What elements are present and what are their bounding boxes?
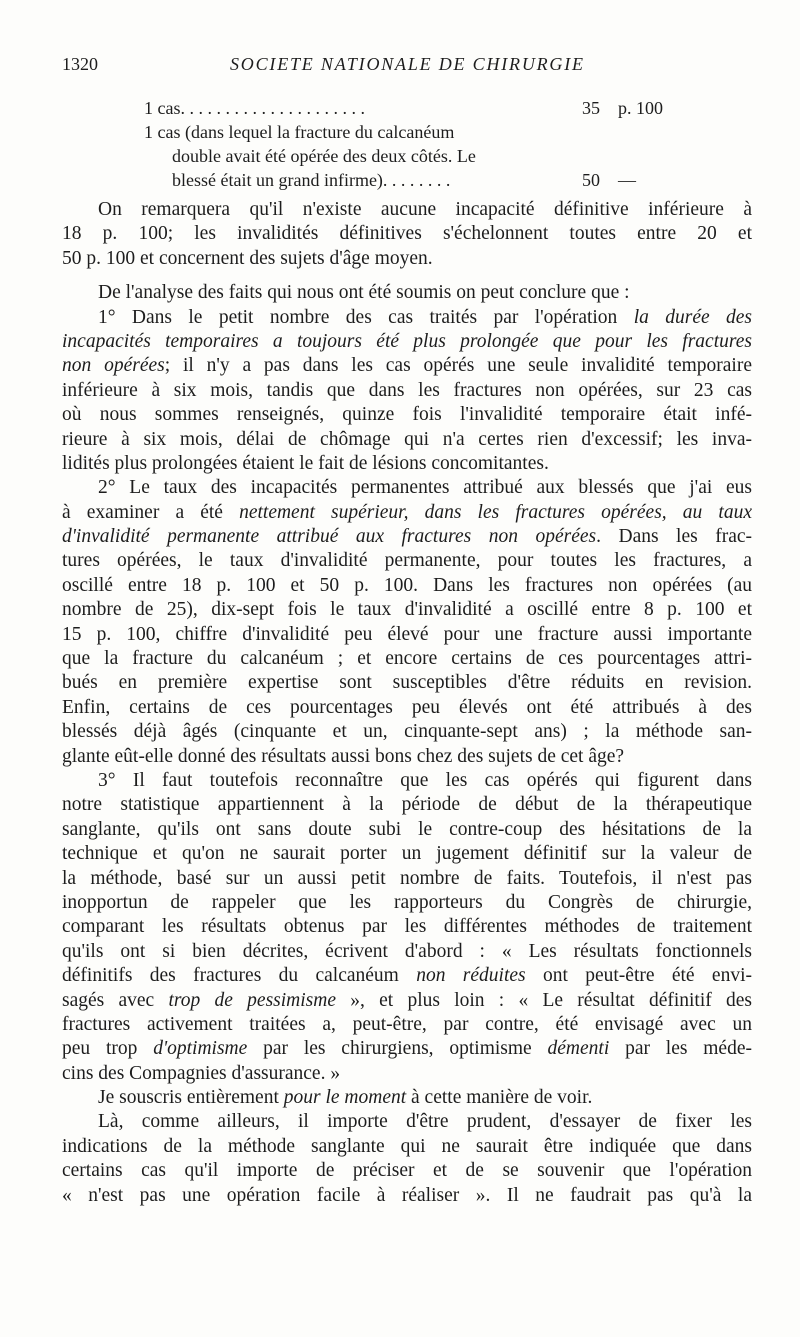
text-line: inférieure à six mois, tandis que dans les fractures non opérées, sur 23 cas: [62, 379, 752, 401]
case-list: [144, 96, 684, 192]
text-line: sagés avec trop de pessimisme », et plus loin : « Le résultat définitif des: [62, 989, 753, 1011]
text-line: oscillé entre 18 p. 100 et 50 p. 100. Dans les fractures non opérées (au: [62, 574, 752, 596]
case-text: blessé était un grand infirme). . . . . . . .: [172, 170, 451, 190]
emphasis: la durée des: [633, 306, 752, 328]
text-line: nombre de 25), dix-sept fois le taux d'invalidité a oscillé entre 8 p. 100 et: [62, 599, 752, 621]
emphasis: d'optimisme: [153, 1038, 248, 1060]
text-line: qu'ils ont si bien décrites, écrivent d'abord : « Les résultats fonctionnels: [62, 940, 752, 962]
case-row: [144, 168, 684, 192]
text-line: [62, 330, 752, 354]
text-line: peu trop d'optimisme par les chirurgiens, optimisme démenti par les méde-: [62, 1038, 752, 1060]
text-line: définitifs des fractures du calcanéum non réduites ont peut-être été envi-: [62, 965, 752, 987]
text-line: sanglante, qu'ils ont sans doute subi le contre-coup des hésitations de la: [62, 818, 752, 840]
page-number: 1320: [62, 54, 98, 74]
page-header: [62, 54, 752, 78]
text-line: On remarquera qu'il n'existe aucune incapacité définitive inférieure à: [98, 199, 752, 220]
text-line: 3° Il faut toutefois reconnaître que les cas opérés qui figurent dans: [98, 769, 752, 791]
text-line: que la fracture du calcanéum ; et encore certains de ces pourcentages attri-: [62, 648, 752, 670]
text-line: De l'analyse des faits qui nous ont été soumis on peut conclure que :: [98, 282, 630, 304]
emphasis: non opérées: [62, 355, 165, 377]
text-line: notre statistique appartiennent à la période de début de la thérapeutique: [62, 794, 752, 816]
text-line: 18 p. 100; les invalidités définitives s'échelonnent toutes entre 20 et: [62, 223, 752, 245]
text-line: indications de la méthode sanglante qui ne saurait être indiquée que dans: [62, 1135, 752, 1157]
text-line: Enfin, certains de ces pourcentages peu élevés ont été attribués à des: [62, 696, 752, 718]
emphasis: démenti: [547, 1038, 610, 1060]
emphasis: trop de pessimisme: [168, 989, 336, 1011]
text-line: non opérées; il n'y a pas dans les cas opérés une seule invalidité temporaire: [62, 355, 752, 377]
text-line: technique et qu'on ne saurait porter un jugement définitif sur la valeur de: [62, 843, 752, 865]
text-line: Je souscris entièrement pour le moment à cette manière de voir.: [98, 1087, 593, 1109]
text-line: blessés déjà âgés (cinquante et un, cinquante-sept ans) ; la méthode san-: [62, 721, 752, 743]
emphasis: non réduites: [416, 965, 526, 987]
body-text: [62, 198, 752, 1208]
case-unit: p. 100: [618, 98, 663, 118]
text-line: la méthode, basé sur un aussi petit nombre de faits. Toutefois, il n'est pas: [62, 867, 752, 889]
text-line: où nous sommes renseignés, quinze fois l'invalidité temporaire était infé-: [62, 404, 752, 426]
text-line: certains cas qu'il importe de préciser et de se souvenir que l'opération: [62, 1160, 752, 1182]
text-line: bués en première expertise sont susceptibles d'être réduits en revision.: [62, 672, 752, 694]
case-text: 1 cas. . . . . . . . . . . . . . . . . . . . .: [144, 98, 365, 118]
case-value: 35: [582, 98, 600, 118]
emphasis: nettement supérieur, dans les fractures opérées, au taux: [239, 501, 752, 523]
text-line: glante eût-elle donné des résultats aussi bons chez des sujets de cet âge?: [62, 745, 625, 767]
case-value: 50: [582, 170, 600, 190]
text-line: 1° Dans le petit nombre des cas traités par l'opération la durée des: [98, 306, 752, 328]
emphasis: d'invalidité permanente attribué aux fractures non opérées: [62, 526, 597, 548]
case-row: [144, 144, 684, 168]
emphasis: pour le moment: [283, 1087, 407, 1109]
text-line: rieure à six mois, délai de chômage qui n'a certes rien d'excessif; les inva-: [62, 428, 752, 450]
text-line: inopportun de rappeler que les rapporteurs du Congrès de chirurgie,: [62, 891, 752, 913]
emphasis: incapacités temporaires a toujours été plus prolongée que pour les fractures: [62, 330, 752, 352]
text-line: tures opérées, le taux d'invalidité permanente, pour toutes les fractures, a: [62, 550, 752, 572]
text-line: 50 p. 100 et concernent des sujets d'âge moyen.: [62, 247, 433, 269]
text-line: à examiner a été nettement supérieur, dans les fractures opérées, au taux: [62, 501, 752, 523]
case-text: 1 cas (dans lequel la fracture du calcanéum: [144, 122, 455, 142]
text-line: comparant les résultats obtenus par les différentes méthodes de traitement: [62, 916, 752, 938]
case-row: [144, 96, 684, 120]
text-line: cins des Compagnies d'assurance. »: [62, 1062, 341, 1084]
text-line: fractures activement traitées a, peut-être, par contre, été envisagé avec un: [62, 1013, 752, 1035]
text-line: 15 p. 100, chiffre d'invalidité peu élevé pour une fracture aussi importante: [62, 623, 752, 645]
text-line: « n'est pas une opération facile à réaliser ». Il ne faudrait pas qu'à la: [62, 1184, 752, 1206]
case-row: [144, 120, 684, 144]
case-text: double avait été opérée des deux côtés. Le: [172, 146, 476, 166]
running-title: SOCIETE NATIONALE DE CHIRURGIE: [230, 54, 585, 74]
text-line: Là, comme ailleurs, il importe d'être prudent, d'essayer de fixer les: [98, 1111, 752, 1133]
text-line: lidités plus prolongées étaient le fait de lésions concomitantes.: [62, 452, 549, 474]
text-line: 2° Le taux des incapacités permanentes attribué aux blessés que j'ai eus: [98, 477, 752, 499]
case-unit: —: [618, 170, 636, 190]
text-line: d'invalidité permanente attribué aux fractures non opérées. Dans les frac-: [62, 526, 753, 548]
